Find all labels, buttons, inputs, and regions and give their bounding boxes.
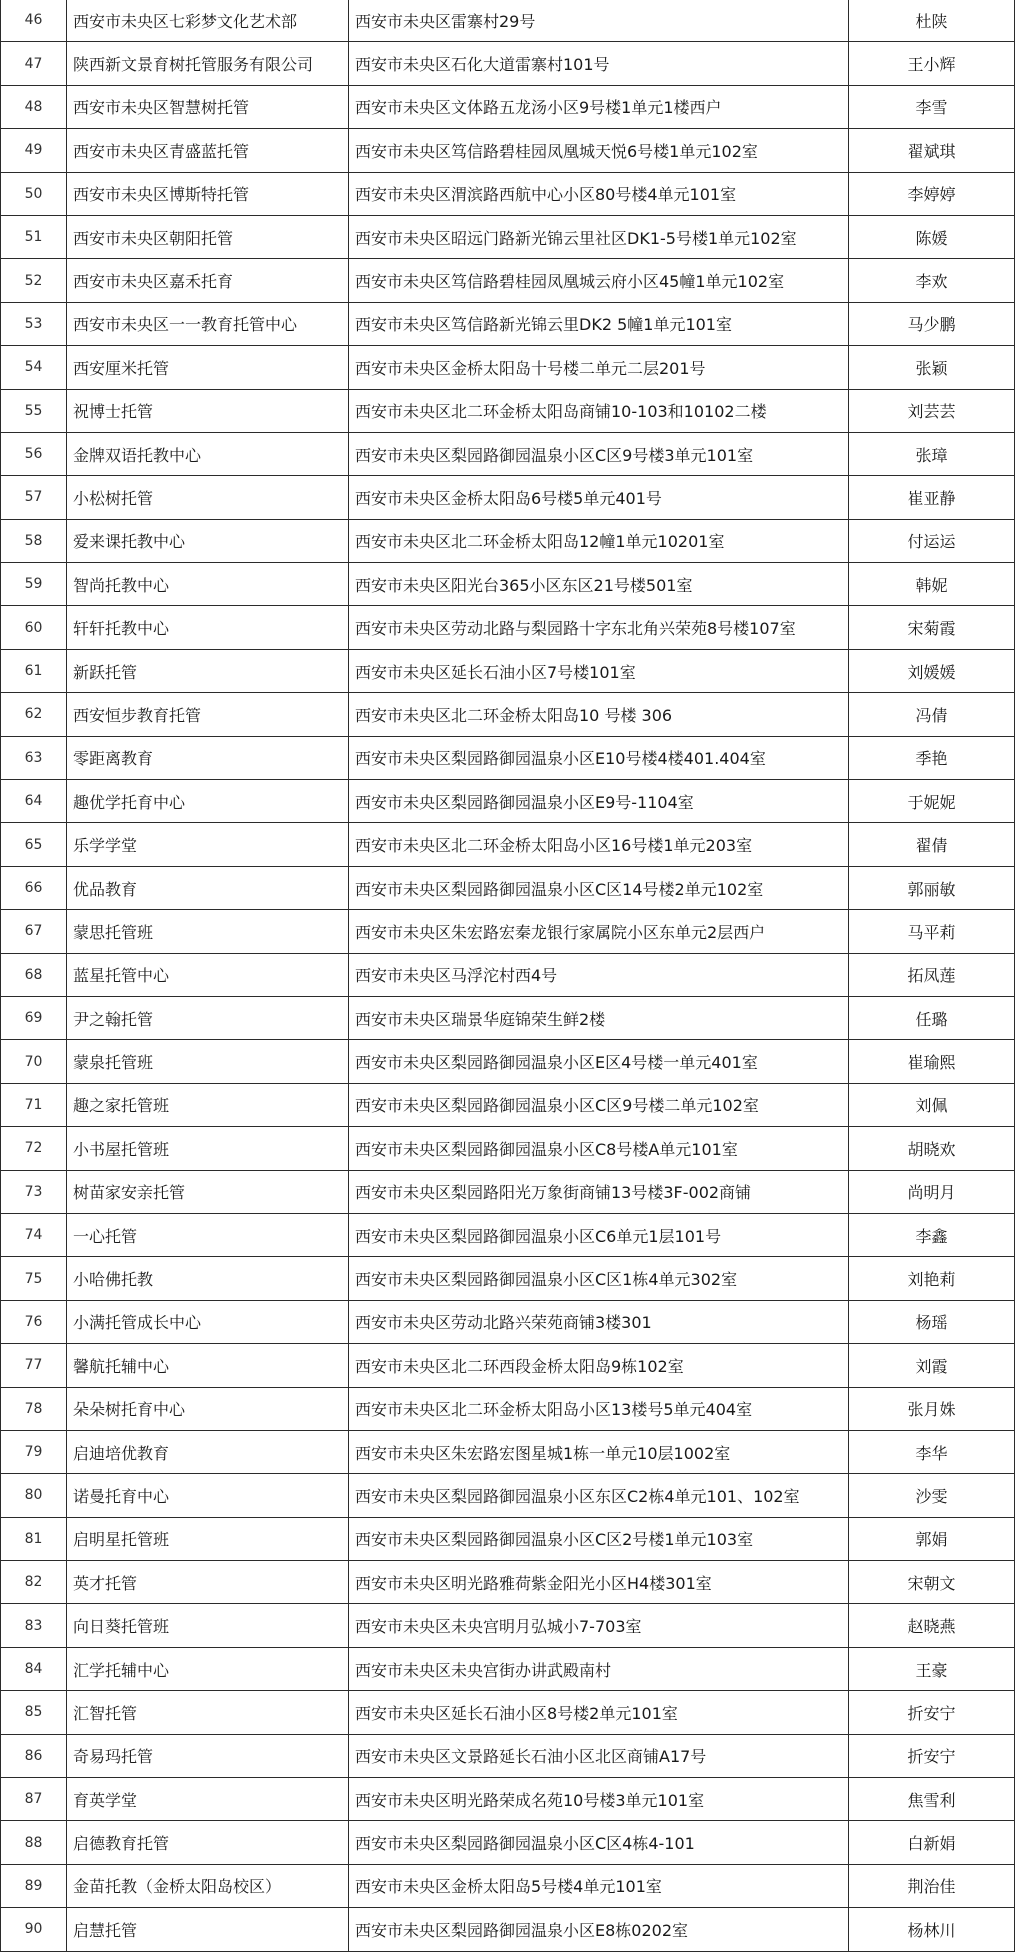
table-body [1, 0, 1015, 1951]
table-row [1, 1170, 1015, 1213]
contact-person: 冯倩 [849, 693, 1015, 736]
table-row [1, 1604, 1015, 1647]
table-row [1, 432, 1015, 475]
institution-address: 西安市未央区梨园路御园温泉小区C区4栋4-101 [349, 1821, 849, 1864]
institution-address: 西安市未央区北二环西段金桥太阳岛9栋102室 [349, 1344, 849, 1387]
row-number: 64 [1, 780, 67, 823]
row-number: 87 [1, 1778, 67, 1821]
institution-name: 零距离教育 [67, 736, 349, 779]
contact-person: 刘芸芸 [849, 389, 1015, 432]
table-row [1, 1430, 1015, 1473]
contact-person: 翟斌琪 [849, 129, 1015, 172]
table-row [1, 1127, 1015, 1170]
contact-person: 白新娟 [849, 1821, 1015, 1864]
row-number: 71 [1, 1083, 67, 1126]
contact-person: 刘霞 [849, 1344, 1015, 1387]
contact-person: 赵晓燕 [849, 1604, 1015, 1647]
table-row [1, 996, 1015, 1039]
institution-name: 蒙泉托管班 [67, 1040, 349, 1083]
row-number: 62 [1, 693, 67, 736]
institution-name: 一心托管 [67, 1213, 349, 1256]
institution-address: 西安市未央区延长石油小区8号楼2单元101室 [349, 1691, 849, 1734]
contact-person: 陈媛 [849, 215, 1015, 258]
row-number: 70 [1, 1040, 67, 1083]
row-number: 84 [1, 1647, 67, 1690]
row-number: 46 [1, 0, 67, 42]
table-row [1, 866, 1015, 909]
table-row [1, 0, 1015, 42]
table-row [1, 519, 1015, 562]
institution-name: 小哈佛托教 [67, 1257, 349, 1300]
table-row [1, 693, 1015, 736]
table-row [1, 1908, 1015, 1951]
institution-address: 西安市未央区北二环金桥太阳岛商铺10-103和10102二楼 [349, 389, 849, 432]
table-row [1, 346, 1015, 389]
institution-name: 智尚托教中心 [67, 563, 349, 606]
institution-name: 汇智托管 [67, 1691, 349, 1734]
institution-name: 汇学托辅中心 [67, 1647, 349, 1690]
row-number: 72 [1, 1127, 67, 1170]
institution-name: 小松树托管 [67, 476, 349, 519]
table-row [1, 42, 1015, 85]
contact-person: 张璋 [849, 432, 1015, 475]
contact-person: 李欢 [849, 259, 1015, 302]
institution-address: 西安市未央区梨园路御园温泉小区东区C2栋4单元101、102室 [349, 1474, 849, 1517]
table-row [1, 1387, 1015, 1430]
institution-name: 新跃托管 [67, 649, 349, 692]
table-row [1, 1474, 1015, 1517]
table-row [1, 953, 1015, 996]
row-number: 83 [1, 1604, 67, 1647]
contact-person: 张月姝 [849, 1387, 1015, 1430]
row-number: 82 [1, 1561, 67, 1604]
institution-name: 爱来课托教中心 [67, 519, 349, 562]
institution-address: 西安市未央区梨园路御园温泉小区C区14号楼2单元102室 [349, 866, 849, 909]
contact-person: 翟倩 [849, 823, 1015, 866]
row-number: 53 [1, 302, 67, 345]
institution-name: 西安市未央区智慧树托管 [67, 85, 349, 128]
institution-address: 西安市未央区梨园路御园温泉小区E10号楼4楼401.404室 [349, 736, 849, 779]
row-number: 55 [1, 389, 67, 432]
institution-name: 向日葵托管班 [67, 1604, 349, 1647]
institution-name: 陕西新文景育树托管服务有限公司 [67, 42, 349, 85]
institution-address: 西安市未央区石化大道雷寨村101号 [349, 42, 849, 85]
contact-person: 刘佩 [849, 1083, 1015, 1126]
table-row [1, 172, 1015, 215]
row-number: 77 [1, 1344, 67, 1387]
contact-person: 马少鹏 [849, 302, 1015, 345]
table-row [1, 1821, 1015, 1864]
institution-name: 启迪培优教育 [67, 1430, 349, 1473]
row-number: 65 [1, 823, 67, 866]
table-row [1, 1734, 1015, 1777]
row-number: 49 [1, 129, 67, 172]
row-number: 66 [1, 866, 67, 909]
institution-name: 优品教育 [67, 866, 349, 909]
row-number: 78 [1, 1387, 67, 1430]
institution-address: 西安市未央区文体路五龙汤小区9号楼1单元1楼西户 [349, 85, 849, 128]
table-row [1, 1083, 1015, 1126]
row-number: 50 [1, 172, 67, 215]
institution-name: 西安市未央区七彩梦文化艺术部 [67, 0, 349, 42]
institution-address: 西安市未央区梨园路御园温泉小区C区9号楼3单元101室 [349, 432, 849, 475]
institution-name: 西安厘米托管 [67, 346, 349, 389]
contact-person: 李婷婷 [849, 172, 1015, 215]
table-row [1, 563, 1015, 606]
contact-person: 焦雪利 [849, 1778, 1015, 1821]
contact-person: 刘艳莉 [849, 1257, 1015, 1300]
row-number: 88 [1, 1821, 67, 1864]
institution-address: 西安市未央区未央宫街办讲武殿南村 [349, 1647, 849, 1690]
institution-name: 启德教育托管 [67, 1821, 349, 1864]
institution-address: 西安市未央区延长石油小区7号楼101室 [349, 649, 849, 692]
institution-name: 蓝星托管中心 [67, 953, 349, 996]
table-row [1, 736, 1015, 779]
row-number: 60 [1, 606, 67, 649]
row-number: 58 [1, 519, 67, 562]
contact-person: 李鑫 [849, 1213, 1015, 1256]
institution-address: 西安市未央区朱宏路宏秦龙银行家属院小区东单元2层西户 [349, 910, 849, 953]
institution-address: 西安市未央区明光路雅荷紫金阳光小区H4楼301室 [349, 1561, 849, 1604]
row-number: 80 [1, 1474, 67, 1517]
institution-address: 西安市未央区劳动北路与梨园路十字东北角兴荣苑8号楼107室 [349, 606, 849, 649]
table-row [1, 85, 1015, 128]
contact-person: 郭丽敏 [849, 866, 1015, 909]
row-number: 67 [1, 910, 67, 953]
contact-person: 杨瑶 [849, 1300, 1015, 1343]
contact-person: 韩妮 [849, 563, 1015, 606]
institution-name: 蒙思托管班 [67, 910, 349, 953]
table-row [1, 823, 1015, 866]
table-row [1, 780, 1015, 823]
institution-name: 树苗家安亲托管 [67, 1170, 349, 1213]
institution-name: 西安市未央区博斯特托管 [67, 172, 349, 215]
table-row [1, 606, 1015, 649]
institution-address: 西安市未央区北二环金桥太阳岛小区13楼号5单元404室 [349, 1387, 849, 1430]
contact-person: 刘媛媛 [849, 649, 1015, 692]
contact-person: 王豪 [849, 1647, 1015, 1690]
institution-name: 小书屋托管班 [67, 1127, 349, 1170]
institution-name: 尹之翰托管 [67, 996, 349, 1039]
contact-person: 胡晓欢 [849, 1127, 1015, 1170]
contact-person: 王小辉 [849, 42, 1015, 85]
row-number: 90 [1, 1908, 67, 1951]
contact-person: 任璐 [849, 996, 1015, 1039]
table-row [1, 1647, 1015, 1690]
institution-address: 西安市未央区瑞景华庭锦荣生鲜2楼 [349, 996, 849, 1039]
institution-address: 西安市未央区笃信路新光锦云里DK2 5幢1单元101室 [349, 302, 849, 345]
contact-person: 宋菊霞 [849, 606, 1015, 649]
institution-address: 西安市未央区北二环金桥太阳岛小区16号楼1单元203室 [349, 823, 849, 866]
row-number: 51 [1, 215, 67, 258]
contact-person: 杜陕 [849, 0, 1015, 42]
institution-name: 趣之家托管班 [67, 1083, 349, 1126]
table-row [1, 1213, 1015, 1256]
contact-person: 拓凤莲 [849, 953, 1015, 996]
row-number: 47 [1, 42, 67, 85]
table-row [1, 129, 1015, 172]
institution-address: 西安市未央区金桥太阳岛十号楼二单元二层201号 [349, 346, 849, 389]
row-number: 79 [1, 1430, 67, 1473]
institution-name: 启慧托管 [67, 1908, 349, 1951]
table-row [1, 649, 1015, 692]
contact-person: 李雪 [849, 85, 1015, 128]
contact-person: 马平莉 [849, 910, 1015, 953]
institution-name: 祝博士托管 [67, 389, 349, 432]
row-number: 61 [1, 649, 67, 692]
institution-name: 西安市未央区一一教育托管中心 [67, 302, 349, 345]
institution-address: 西安市未央区梨园路御园温泉小区C6单元1层101号 [349, 1213, 849, 1256]
institution-name: 轩轩托教中心 [67, 606, 349, 649]
institution-name: 金牌双语托教中心 [67, 432, 349, 475]
table-row [1, 1778, 1015, 1821]
contact-person: 崔瑜熙 [849, 1040, 1015, 1083]
row-number: 76 [1, 1300, 67, 1343]
institution-address: 西安市未央区劳动北路兴荣苑商铺3楼301 [349, 1300, 849, 1343]
row-number: 73 [1, 1170, 67, 1213]
institution-address: 西安市未央区梨园路御园温泉小区C8号楼A单元101室 [349, 1127, 849, 1170]
institution-name: 启明星托管班 [67, 1517, 349, 1560]
contact-person: 杨林川 [849, 1908, 1015, 1951]
table-row [1, 1517, 1015, 1560]
contact-person: 于妮妮 [849, 780, 1015, 823]
institution-name: 诺曼托育中心 [67, 1474, 349, 1517]
row-number: 59 [1, 563, 67, 606]
institution-address: 西安市未央区阳光台365小区东区21号楼501室 [349, 563, 849, 606]
institution-address: 西安市未央区梨园路御园温泉小区C区2号楼1单元103室 [349, 1517, 849, 1560]
table-row [1, 1864, 1015, 1907]
contact-person: 尚明月 [849, 1170, 1015, 1213]
institution-name: 馨航托辅中心 [67, 1344, 349, 1387]
contact-person: 折安宁 [849, 1734, 1015, 1777]
contact-person: 付运运 [849, 519, 1015, 562]
row-number: 54 [1, 346, 67, 389]
row-number: 48 [1, 85, 67, 128]
table-row [1, 302, 1015, 345]
contact-person: 张颖 [849, 346, 1015, 389]
row-number: 86 [1, 1734, 67, 1777]
contact-person: 宋朝文 [849, 1561, 1015, 1604]
institution-address: 西安市未央区笃信路碧桂园凤凰城天悦6号楼1单元102室 [349, 129, 849, 172]
institution-name: 西安市未央区青盛蓝托管 [67, 129, 349, 172]
row-number: 63 [1, 736, 67, 779]
row-number: 85 [1, 1691, 67, 1734]
institution-address: 西安市未央区金桥太阳岛6号楼5单元401号 [349, 476, 849, 519]
institution-address: 西安市未央区昭远门路新光锦云里社区DK1-5号楼1单元102室 [349, 215, 849, 258]
contact-person: 荆治佳 [849, 1864, 1015, 1907]
contact-person: 崔亚静 [849, 476, 1015, 519]
row-number: 57 [1, 476, 67, 519]
institution-name: 西安恒步教育托管 [67, 693, 349, 736]
institution-address: 西安市未央区明光路荣成名苑10号楼3单元101室 [349, 1778, 849, 1821]
table-row [1, 1344, 1015, 1387]
contact-person: 李华 [849, 1430, 1015, 1473]
row-number: 74 [1, 1213, 67, 1256]
institution-address: 西安市未央区梨园路御园温泉小区E8栋0202室 [349, 1908, 849, 1951]
institution-address: 西安市未央区金桥太阳岛5号楼4单元101室 [349, 1864, 849, 1907]
row-number: 68 [1, 953, 67, 996]
institution-address: 西安市未央区未央宫明月弘城小7-703室 [349, 1604, 849, 1647]
institution-name: 西安市未央区嘉禾托育 [67, 259, 349, 302]
institution-name: 趣优学托育中心 [67, 780, 349, 823]
row-number: 52 [1, 259, 67, 302]
institution-name: 乐学学堂 [67, 823, 349, 866]
row-number: 81 [1, 1517, 67, 1560]
table-row [1, 1691, 1015, 1734]
table-row [1, 1040, 1015, 1083]
table-row [1, 1300, 1015, 1343]
institution-address: 西安市未央区梨园路御园温泉小区C区9号楼二单元102室 [349, 1083, 849, 1126]
institution-name: 奇易玛托管 [67, 1734, 349, 1777]
institution-address: 西安市未央区梨园路御园温泉小区E区4号楼一单元401室 [349, 1040, 849, 1083]
institution-address: 西安市未央区北二环金桥太阳岛12幢1单元10201室 [349, 519, 849, 562]
table-row [1, 215, 1015, 258]
institution-name: 朵朵树托育中心 [67, 1387, 349, 1430]
table-row [1, 1561, 1015, 1604]
table-row [1, 476, 1015, 519]
row-number: 75 [1, 1257, 67, 1300]
row-number: 89 [1, 1864, 67, 1907]
institution-address: 西安市未央区梨园路御园温泉小区E9号-1104室 [349, 780, 849, 823]
contact-person: 沙雯 [849, 1474, 1015, 1517]
contact-person: 季艳 [849, 736, 1015, 779]
institution-address: 西安市未央区马浮沱村西4号 [349, 953, 849, 996]
institution-address: 西安市未央区朱宏路宏图星城1栋一单元10层1002室 [349, 1430, 849, 1473]
institution-address: 西安市未央区北二环金桥太阳岛10 号楼 306 [349, 693, 849, 736]
institution-name: 育英学堂 [67, 1778, 349, 1821]
table-row [1, 910, 1015, 953]
institution-address: 西安市未央区梨园路御园温泉小区C区1栋4单元302室 [349, 1257, 849, 1300]
institution-address: 西安市未央区渭滨路西航中心小区80号楼4单元101室 [349, 172, 849, 215]
institution-name: 英才托管 [67, 1561, 349, 1604]
institution-address: 西安市未央区文景路延长石油小区北区商铺A17号 [349, 1734, 849, 1777]
institution-address: 西安市未央区梨园路阳光万象街商铺13号楼3F-002商铺 [349, 1170, 849, 1213]
institution-address: 西安市未央区雷寨村29号 [349, 0, 849, 42]
table-row [1, 389, 1015, 432]
contact-person: 郭娟 [849, 1517, 1015, 1560]
row-number: 56 [1, 432, 67, 475]
institution-address: 西安市未央区笃信路碧桂园凤凰城云府小区45幢1单元102室 [349, 259, 849, 302]
institution-name: 小满托管成长中心 [67, 1300, 349, 1343]
contact-person: 折安宁 [849, 1691, 1015, 1734]
table-row [1, 1257, 1015, 1300]
institution-name: 金苗托教（金桥太阳岛校区） [67, 1864, 349, 1907]
institution-name: 西安市未央区朝阳托管 [67, 215, 349, 258]
table-row [1, 259, 1015, 302]
row-number: 69 [1, 996, 67, 1039]
